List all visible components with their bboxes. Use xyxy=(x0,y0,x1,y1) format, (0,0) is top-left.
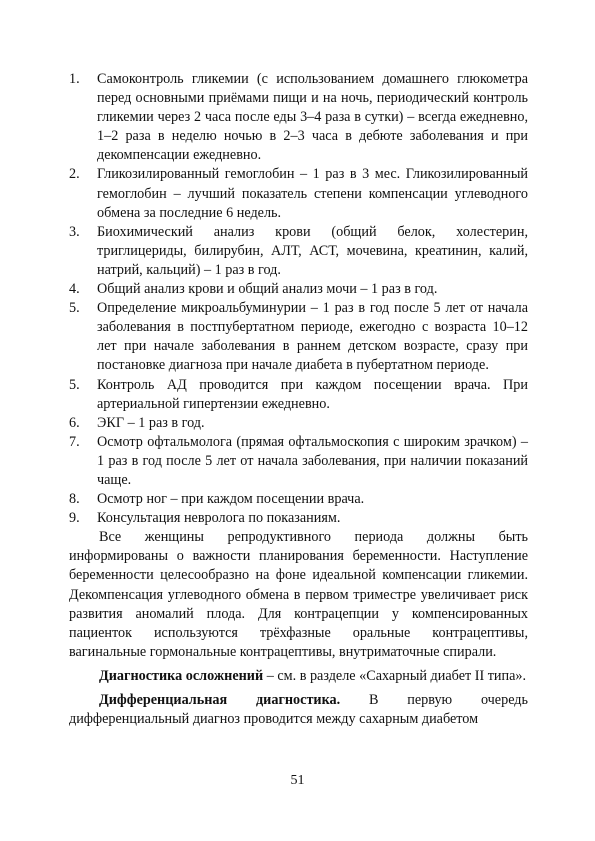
list-item-number: 3. xyxy=(69,223,80,240)
list-item-number: 5. xyxy=(69,376,80,393)
list-item xyxy=(69,280,528,299)
page-number: 51 xyxy=(290,773,305,788)
list-item xyxy=(69,376,528,414)
list-item-text: Самоконтроль гликемии (с использованием домашнего глюкометра перед основными приёмами пищи и на ночь, периодический контроль гликемии через 2 часа после еды 3–4 раза в сутки) – всегда ежедневно, 1–2 раза в неделю ночью в 2–3 часа в дебюте заболевания и при декомпенсации ежедневно. xyxy=(97,71,528,164)
list-item xyxy=(69,165,528,222)
list-item-number: 9. xyxy=(69,510,80,527)
differential-paragraph xyxy=(69,691,528,729)
differential-text: В первую очередь дифференциальный диагноз проводится между сахарным диабетом xyxy=(69,692,528,728)
list-item xyxy=(69,414,528,433)
complications-text: – см. в разделе «Сахарный диабет II типа». xyxy=(263,667,527,684)
list-item-text: Гликозилированный гемоглобин – 1 раз в 3 мес. Гликозилированный гемоглобин – лучший показатель степени компенсации углеводного обмена за последние 6 недель. xyxy=(97,166,528,221)
list-item-text: Консультация невролога по показаниям. xyxy=(97,510,341,527)
list-item xyxy=(69,223,528,280)
list-item-number: 8. xyxy=(69,491,80,508)
list-item-number: 1. xyxy=(69,71,80,87)
list-item-text: Биохимический анализ крови (общий белок, холестерин, триглицериды, билирубин, АЛТ, АСТ, мочевина, креатинин, калий, натрий, кальций) – 1 раз в год. xyxy=(97,223,528,278)
list-item-number: 2. xyxy=(69,166,80,183)
list-item xyxy=(69,299,528,375)
list-item-text: Определение микроальбуминурии – 1 раз в год после 5 лет от начала заболевания в постпубертатном периоде, ежегодно с возраста 10–12 лет при начале заболевания в раннем детском возрасте, сразу при постановке диагноза при начале диабета в пубертатном периоде. xyxy=(97,300,528,374)
differential-heading: Дифференциальная диагностика. xyxy=(99,692,341,708)
list-item-text: Контроль АД проводится при каждом посещении врача. При артериальной гипертензии ежедневно. xyxy=(97,376,528,412)
list-item-text: ЭКГ – 1 раз в год. xyxy=(97,414,205,431)
list-item xyxy=(69,433,528,490)
list-item-number: 7. xyxy=(69,433,80,450)
list-item xyxy=(69,490,528,509)
list-item xyxy=(69,509,528,528)
list-item xyxy=(69,70,528,165)
page-body xyxy=(69,70,528,729)
list-item-number: 6. xyxy=(69,414,80,431)
pregnancy-paragraph: Все женщины репродуктивного периода должны быть информированы о важности планирования беременности. Наступление беременности целесообразно на фоне идеальной компенсации гликемии. Декомпенсация углеводного обмена в первом триместре увеличивает риск развития аномалий плода. Для контрацепции у компенсированных пациенток используются трёхфазные оральные контрацептивы, вагинальные гормональные контрацептивы, внутриматочные спирали. xyxy=(69,529,528,660)
list-item-number: 5. xyxy=(69,300,80,317)
list-item-text: Осмотр ног – при каждом посещении врача. xyxy=(97,491,365,508)
complications-heading: Диагностика осложнений xyxy=(99,667,264,684)
list-item-text: Общий анализ крови и общий анализ мочи – 1 раз в год. xyxy=(97,281,438,298)
list-item-number: 4. xyxy=(69,281,80,298)
monitoring-list xyxy=(69,70,528,528)
list-item-text: Осмотр офтальмолога (прямая офтальмоскопия с широким зрачком) – 1 раз в год после 5 лет от начала заболевания, при наличии показаний чаще. xyxy=(97,433,528,488)
complications-paragraph xyxy=(69,667,528,686)
